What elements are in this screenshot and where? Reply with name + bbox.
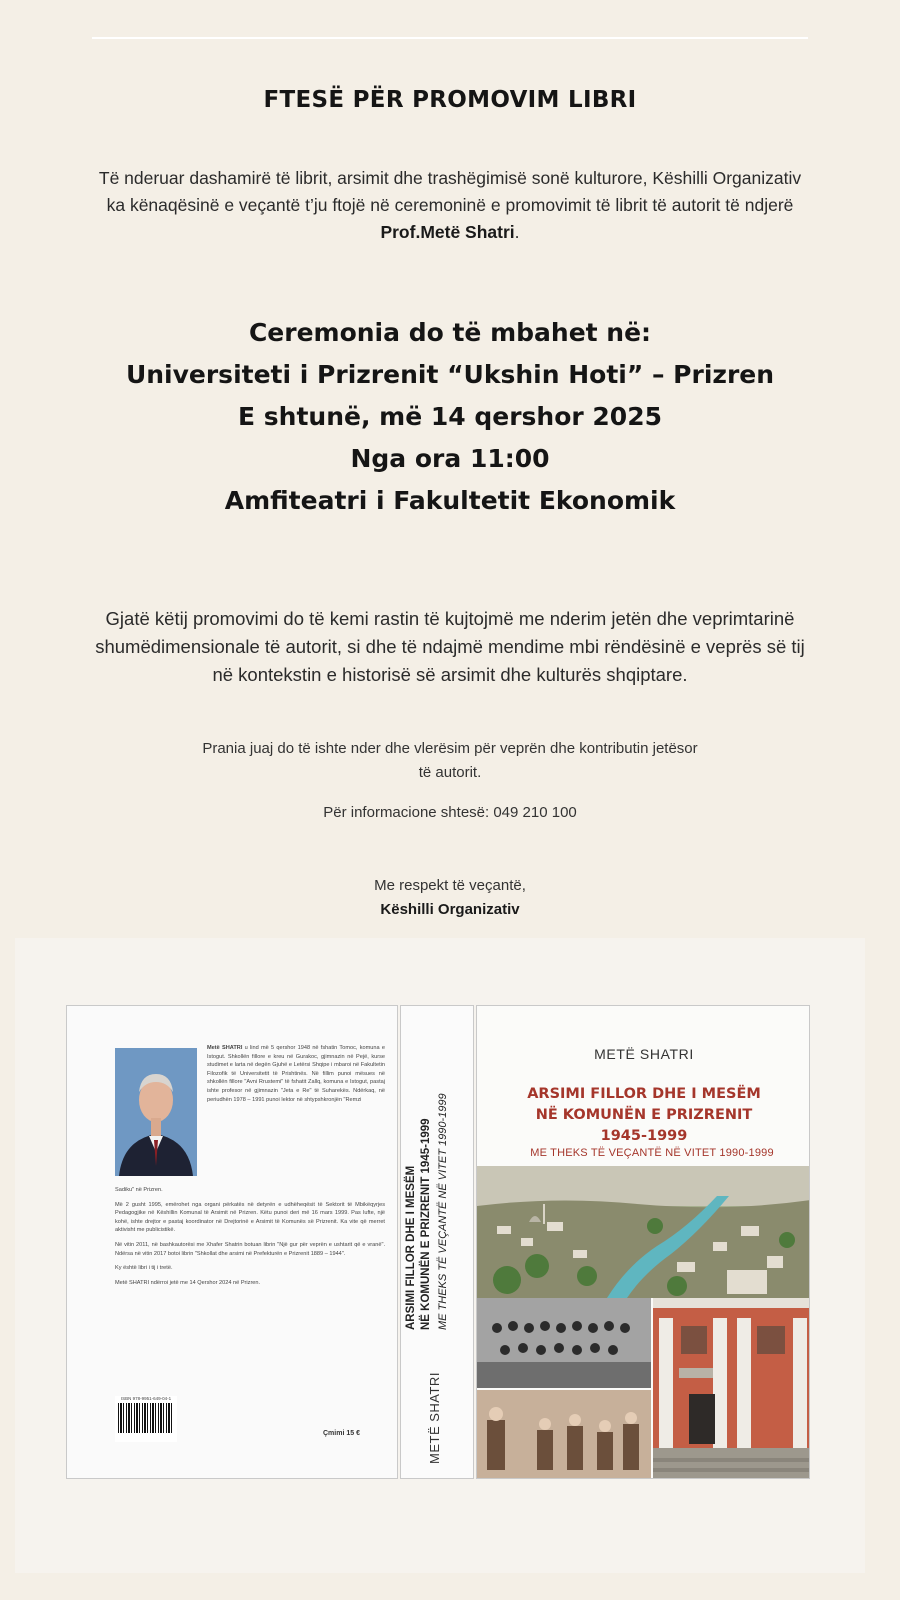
bio-text-3: Në vitin 2011, në bashkautorësi me Xhafer Shatrin botuan librin "Një gur për veprën e ushtarit që e vranë". Ndërsa në vitin 2017 botoi librin "Shkollat dhe arsimi në Prefekturën e Prizrenit 1889 – 1944". bbox=[115, 1241, 385, 1257]
author-name: Prof.Metë Shatri bbox=[380, 222, 515, 242]
front-title bbox=[477, 1084, 810, 1147]
event-date: E shtunë, më 14 qershor 2025 bbox=[237, 402, 662, 431]
closing-text: Me respekt të veçantë, bbox=[374, 877, 526, 894]
school-building-photo bbox=[653, 1298, 810, 1479]
intro-text: Të nderuar dashamirë të librit, arsimit dhe trashëgimisë sonë kulturore, Këshilli Organizativ ka kënaqësinë e veçantë t’ju ftojë në ceremoninë e promovimit të librit të autorit të ndjerë bbox=[98, 168, 802, 215]
author-bio bbox=[207, 1044, 385, 1110]
book-front-cover bbox=[476, 1005, 810, 1479]
event-university: Universiteti i Prizrenit “Ukshin Hoti” – Prizren bbox=[125, 360, 775, 389]
class-photo bbox=[477, 1298, 651, 1388]
front-title-2: NË KOMUNËN E PRIZRENIT bbox=[535, 1107, 753, 1123]
presence-text: Prania juaj do të ishte nder dhe vlerësim për veprën dhe kontributin jetësor të autorit. bbox=[202, 740, 698, 781]
barcode bbox=[115, 1396, 177, 1442]
bio-text-1: u lind më 5 qershor 1948 në fshatin Tomoc, komuna e Istogut. Shkollën fillore e kreu në Gurakoc, gjimnazin në Pejë, kurse studimet e larta në degën Gjuhë e Letërsi Shqipe i mbaroi në Fakultetin Filozofik të Universitetit të Prishtinës. Në fillim punoi mësues në shkollën fillore "Avni Rrustemi" të fshatit Zallq, komuna e Istogut, pastaj ishte profesor në gjimnazin "Jeta e Re" të Suharekës. Ndërkaq, në periudhën 1978 – 1991 punoi lektor në shtypshkronjën "Remzi bbox=[207, 1045, 385, 1103]
spine-title-2: NË KOMUNËN E PRIZRENIT 1945-1999 bbox=[420, 1118, 432, 1330]
bio-text-5: Metë SHATRI ndërroi jetë me 14 Qershor 2024 në Prizren. bbox=[115, 1279, 261, 1286]
closing bbox=[200, 874, 700, 922]
author-bio-continued bbox=[115, 1186, 385, 1293]
spine-author: METË SHATRI bbox=[427, 1372, 442, 1464]
book-spine bbox=[400, 1005, 474, 1479]
event-time: Nga ora 11:00 bbox=[350, 444, 550, 473]
spine-title-3: ME THEKS TË VEÇANTË NË VITET 1990-1999 bbox=[437, 1093, 449, 1330]
spine-text bbox=[401, 1006, 475, 1480]
intro-end: . bbox=[514, 222, 520, 242]
price: Çmimi 15 € bbox=[323, 1430, 360, 1437]
author-photo bbox=[115, 1048, 197, 1176]
bio-text-4: Ky është libri i tij i tretë. bbox=[115, 1265, 173, 1272]
bio-name: Metë SHATRI bbox=[207, 1045, 243, 1051]
body-paragraph: Gjatë këtij promovimi do të kemi rastin të kujtojmë me nderim jetën dhe veprimtarinë shumëdimensionale të autorit, si dhe të ndajmë mendime mbi rëndësinë e veprës së tij në kontekstin e historisë së arsimit dhe kulturës shqiptare. bbox=[95, 608, 805, 685]
city-photo bbox=[477, 1166, 810, 1298]
front-subtitle: ME THEKS TË VEÇANTË NË VITET 1990-1999 bbox=[530, 1147, 774, 1159]
front-author: METË SHATRI bbox=[594, 1046, 694, 1062]
front-title-1: ARSIMI FILLOR DHE I MESËM bbox=[527, 1086, 761, 1102]
intro-paragraph bbox=[90, 165, 810, 246]
bio-text-2: Më 2 gusht 1995, emërohet nga organi përkatës në detyrën e udhëheqësit të Sektorit të Mbikëqyrjes Pedagogjike në Këshillin Komunal të Arsimit në Prizren. Këtu punoi deri më 16 mars 1999. Pas lufte, një kohë, ishte drejtor e pastaj koordinator në Drejtorinë e Arsimit të Komunës së Prizrenit. Ka vite që merret aktivisht me publicistikë. bbox=[115, 1201, 385, 1234]
front-title-3: 1945-1999 bbox=[600, 1128, 688, 1144]
bio-text-1-cont: Sadiku" në Prizren. bbox=[115, 1187, 163, 1193]
contact-info: Për informacione shtesë: 049 210 100 bbox=[323, 804, 577, 821]
teachers-photo bbox=[477, 1390, 651, 1479]
invitation-title: FTESË PËR PROMOVIM LIBRI bbox=[263, 87, 637, 113]
event-venue-label: Ceremonia do të mbahet në: bbox=[248, 318, 652, 347]
top-divider bbox=[92, 37, 808, 39]
spine-title-1: ARSIMI FILLOR DHE I MESËM bbox=[405, 1165, 417, 1330]
barcode-bars bbox=[118, 1403, 174, 1433]
signature: Këshilli Organizativ bbox=[380, 901, 520, 918]
event-details bbox=[40, 312, 860, 522]
isbn: ISBN 978-9951-649-04-1 bbox=[120, 1396, 172, 1401]
book-back-cover bbox=[66, 1005, 398, 1479]
event-hall: Amfiteatri i Fakultetit Ekonomik bbox=[224, 486, 676, 515]
